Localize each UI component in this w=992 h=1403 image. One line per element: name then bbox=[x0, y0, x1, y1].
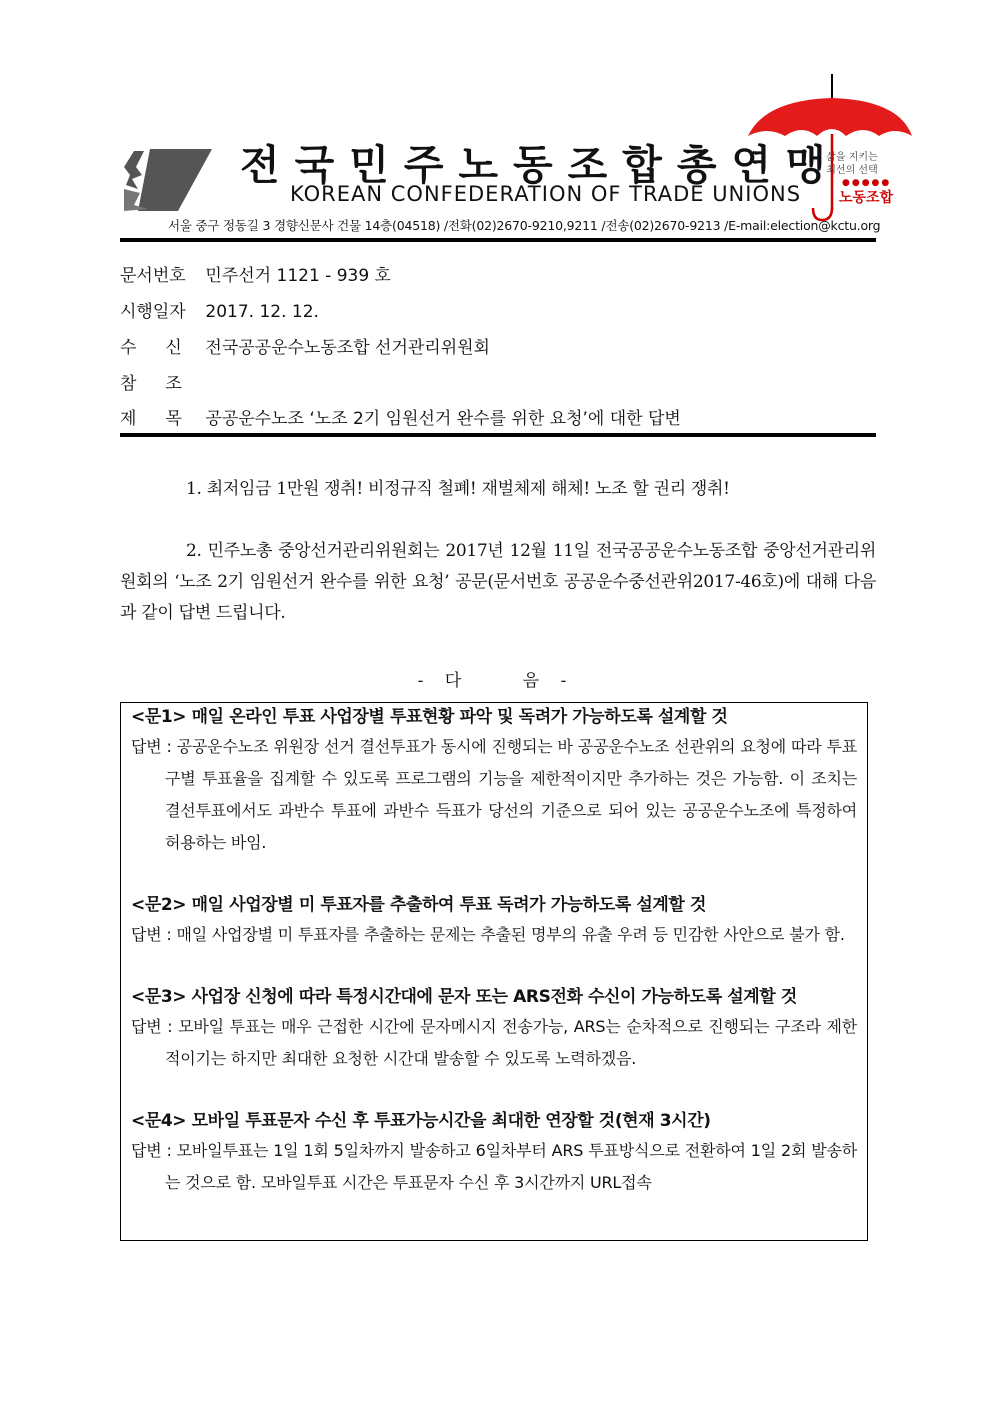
contact-address: 서울 중구 정동길 3 경향신문사 건물 14층(04518) /전화(02)2670-9210,9211 /전송(02)2670-9213 /E-mail:election@kctu.org bbox=[168, 218, 881, 233]
answer: 답변 : 모바일투표는 1일 1회 5일차까지 발송하고 6일차부터 ARS 투표방식으로 전환하여 1일 2회 발송하는 것으로 함. 모바일투표 시간은 투표문자 수신 후 3시간까지 URL접속 bbox=[131, 1141, 857, 1192]
header-divider bbox=[120, 238, 876, 242]
meta-divider bbox=[120, 433, 876, 437]
org-name-korean: 전국민주노동조합총연맹 bbox=[240, 141, 841, 189]
org-name-english: KOREAN CONFEDERATION OF TRADE UNIONS bbox=[290, 182, 802, 206]
qa-item bbox=[121, 891, 867, 951]
reference-row bbox=[120, 371, 880, 397]
qa-item bbox=[121, 983, 867, 1075]
slogan-line-2: 최선의 선택 bbox=[826, 165, 878, 176]
union-tag: 노동조합 bbox=[839, 190, 894, 206]
slogan-line-1: 삶을 지키는 bbox=[826, 152, 878, 163]
question: <문3> 사업장 신청에 따라 특정시간대에 문자 또는 ARS전화 수신이 가능하도록 설계할 것 bbox=[131, 987, 797, 1007]
answer: 답변 : 공공운수노조 위원장 선거 결선투표가 동시에 진행되는 바 공공운수노조 선관위의 요청에 따라 투표구별 투표율을 집계할 수 있도록 프로그램의 기능을 제한적이지만 추가하는 것은 가능함. 이 조치는 결선투표에서도 과반수 투표에 과반수 득표가 당선의 기준으로 되어 있는 공공운수노조에 특정하여 허용하는 바임. bbox=[131, 737, 857, 852]
recipient-label: 수신 bbox=[120, 338, 211, 358]
qa-item bbox=[121, 1107, 867, 1199]
subject-value: 공공운수노조 ‘노조 2기 임원선거 완수를 위한 요청’에 대한 답변 bbox=[205, 409, 681, 429]
date-row bbox=[120, 299, 880, 325]
answer: 답변 : 매일 사업장별 미 투표자를 추출하는 문제는 추출된 명부의 유출 우려 등 민감한 사안으로 불가 함. bbox=[131, 925, 845, 944]
doc-number-row bbox=[120, 263, 880, 289]
dots-decoration: ●●●●● bbox=[842, 178, 892, 188]
answer: 답변 : 모바일 투표는 매우 근접한 시간에 문자메시지 전송가능, ARS는 순차적으로 진행되는 구조라 제한적이기는 하지만 최대한 요청한 시간대 발송할 수 있도록 노력하겠음. bbox=[131, 1017, 857, 1068]
qa-item bbox=[121, 703, 867, 859]
section-heading: - 다 음 - bbox=[417, 671, 575, 691]
question: <문2> 매일 사업장별 미 투표자를 추출하여 투표 독려가 가능하도록 설계할 것 bbox=[131, 895, 706, 915]
question: <문4> 모바일 투표문자 수신 후 투표가능시간을 최대한 연장할 것(현재 3시간) bbox=[131, 1111, 711, 1131]
qa-box bbox=[120, 702, 868, 1241]
recipient-row bbox=[120, 335, 880, 361]
doc-number-value: 민주선거 1121 - 939 호 bbox=[205, 266, 391, 286]
date-label: 시행일자 bbox=[120, 302, 186, 322]
paragraph-1: 1. 최저임금 1만원 쟁취! 비정규직 철폐! 재벌체제 해체! 노조 할 권리 쟁취! bbox=[186, 479, 730, 499]
subject-row bbox=[120, 406, 880, 432]
question: <문1> 매일 온라인 투표 사업장별 투표현황 파악 및 독려가 가능하도록 설계할 것 bbox=[131, 707, 728, 727]
subject-label: 제목 bbox=[120, 409, 211, 429]
reference-label: 참조 bbox=[120, 374, 211, 394]
kctu-logo bbox=[120, 145, 212, 217]
recipient-value: 전국공공운수노동조합 선거관리위원회 bbox=[205, 338, 490, 358]
doc-number-label: 문서번호 bbox=[120, 266, 186, 286]
slogan bbox=[812, 151, 892, 177]
paragraph-2: 2. 민주노총 중앙선거관리위원회는 2017년 12월 11일 전국공공운수노동조합 중앙선거관리위원회의 ‘노조 2기 임원선거 완수를 위한 요청’ 공문(문서번호 공공운수중선관위2017-46호)에 대해 다음과 같이 답변 드립니다. bbox=[120, 541, 876, 623]
date-value: 2017. 12. 12. bbox=[205, 302, 319, 322]
